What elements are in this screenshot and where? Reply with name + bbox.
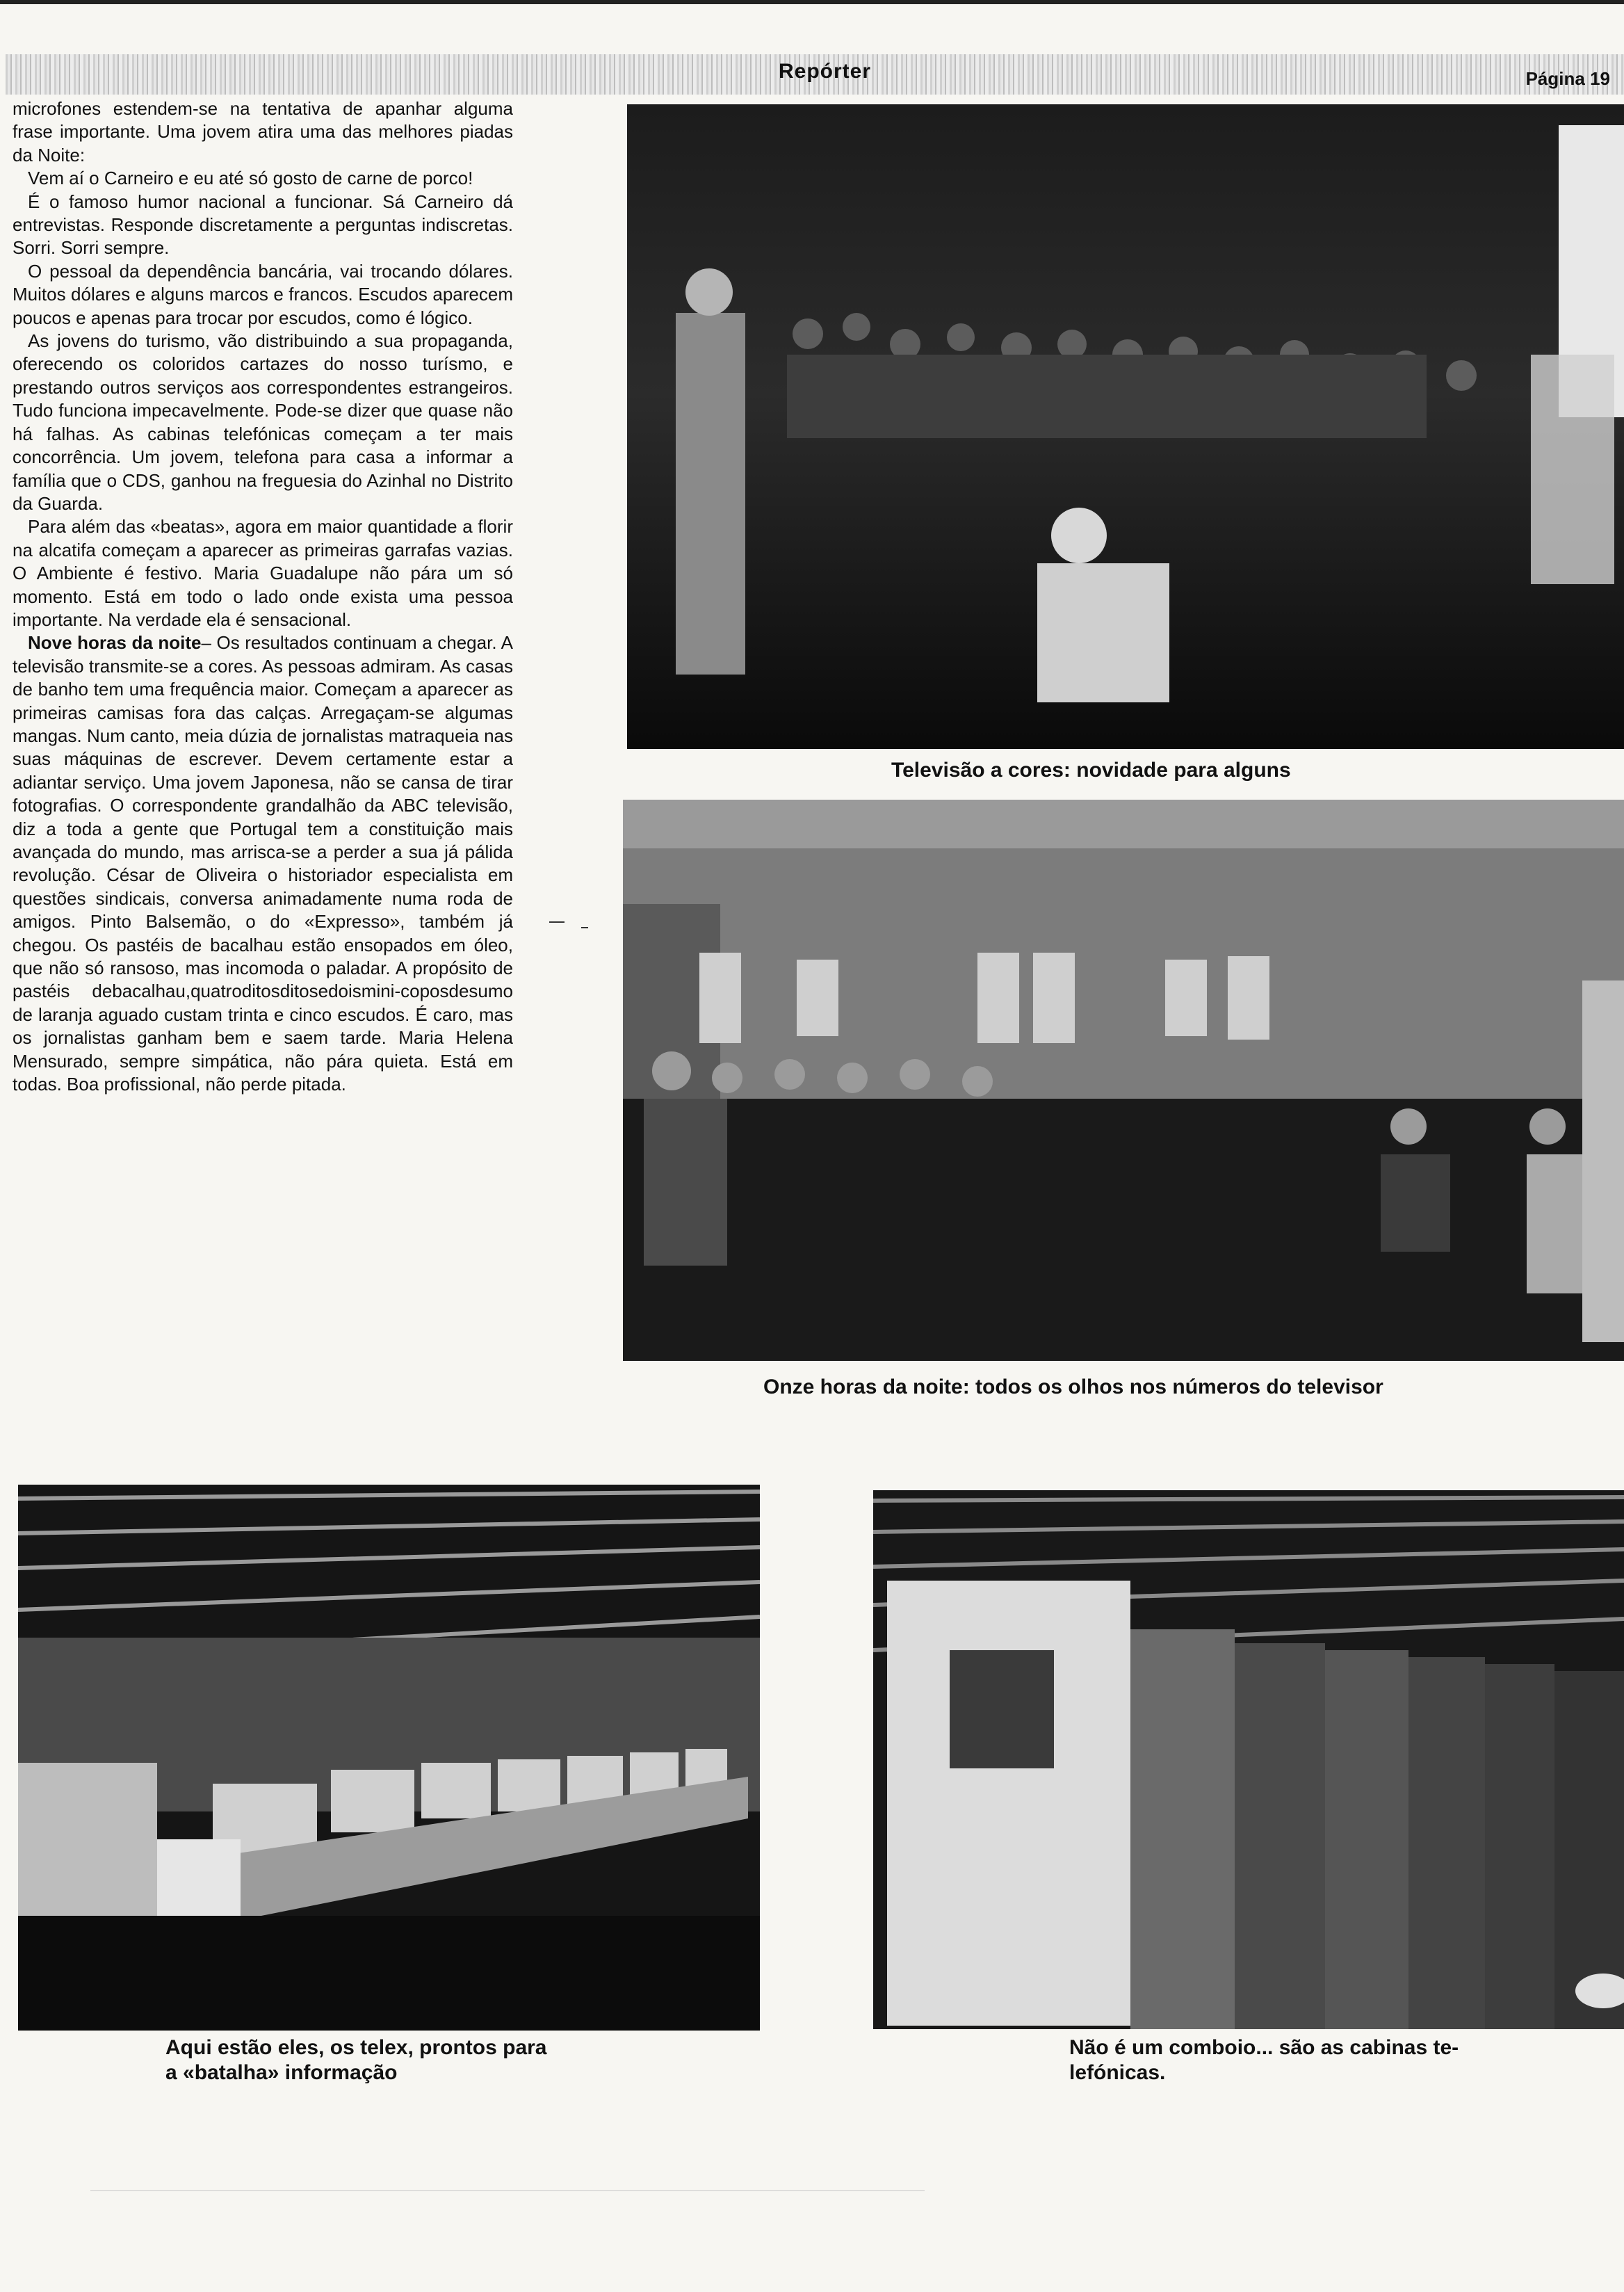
article-paragraph: É o famoso humor nacional a funcionar. Sá Carneiro dá entrevistas. Responde discretamente a perguntas indiscretas. Sorri. Sorri sempre.: [13, 191, 513, 259]
audience-photo-image: [627, 104, 1624, 749]
article-paragraph: As jovens do turismo, vão distribuindo a sua propaganda, oferecendo os coloridos cartazes do nosso turísmo, e prestando outros serviços aos correspondentes estrangeiros. Tudo funciona impecavelmente. Pode-se dizer que quase não há falhas. As cabinas telefónicas começam a ter mais concorrência. Um jovem, telefona para casa a informar a família que o CDS, ganhou na freguesia do Azinhal no Distrito da Guarda.: [13, 330, 513, 514]
photo4-caption-line2: lefónicas.: [1069, 2061, 1166, 2084]
phone-booths-photo-image: [873, 1490, 1624, 2029]
photo4-caption-line1: Não é um comboio... são as cabinas te-: [1069, 2036, 1459, 2059]
lead-body: – Os resultados continuam a chegar. A televisão transmite-se a cores. As pessoas admiram. As casas de banho tem uma frequência maior. Começam a aparecer as primeiras camisas fora das calças. Arregaçam-se algumas mangas. Num canto, meia dúzia de jornalistas matraqueia nas suas máquinas de escrever. Devem certamente estar a adiantar serviço. Uma jovem Japonesa, não se cansa de tirar fotografias. O correspondente grandalhão da ABC televisão, diz a toda a gente que Portugal tem a constituição mais avançada do mundo, mas arrisca-se a perder a sua já pálida revolução. César de Oliveira o historiador especialista em questões sindicais, conversa animadamente numa roda de amigos. Pinto Balsemão, o do «Expresso», também já chegou. Os pastéis de bacalhau estão ensopados em óleo, que não só ransoso, mas incomoda o paladar. A propósito de pastéis debacalhau,quatroditosditosedoismini-coposdesumo de laranja aguado custam trinta e cinco escudos. É caro, mas os jornalistas ganham bem e saem tarde. Maria Helena Mensurado, sempre simpática, não pára quieta. Está em todas. Boa profissional, não perde pitada.: [13, 632, 513, 1095]
telex-machines-photo: [18, 1485, 760, 2031]
bottom-rule: [90, 2190, 925, 2191]
gallery-room-photo: [623, 800, 1624, 1361]
article-paragraph: Para além das «beatas», agora em maior quantidade a florir na alcatifa começam a aparecer as primeiras garrafas vazias. O Ambiente é festivo. Maria Guadalupe não pára um só momento. Está em todo o lado onde exista uma pessoa importante. Na verdade ela é sensacional.: [13, 516, 513, 630]
photo3-caption-line2: a «batalha» informação: [165, 2061, 398, 2084]
photo2-caption: Onze horas da noite: todos os olhos nos números do televisor: [763, 1375, 1383, 1398]
top-rule: [0, 0, 1624, 4]
article-paragraph: O pessoal da dependência bancária, vai trocando dólares. Muitos dólares e alguns marcos e francos. Escudos aparecem poucos e apenas para trocar por escudos, como é lógico.: [13, 260, 513, 328]
section-heading: Nove horas da noite: [28, 632, 202, 654]
article-paragraph-lead: [13, 631, 513, 1096]
margin-mark: [549, 921, 565, 923]
margin-mark: [581, 927, 588, 928]
article-paragraph: Vem aí o Carneiro e eu até só gosto de carne de porco!: [28, 168, 473, 189]
page-number: Página 19: [1525, 68, 1610, 89]
photo4-caption: [1069, 2035, 1459, 2085]
telex-machines-photo-image: [18, 1485, 760, 2031]
phone-booths-photo: [873, 1490, 1624, 2029]
article-paragraph: microfones estendem-se na tentativa de apanhar alguma frase importante. Uma jovem atira uma das melhores piadas da Noite:: [13, 98, 513, 166]
audience-photo: [627, 104, 1624, 749]
masthead: Repórter: [779, 60, 872, 83]
photo1-caption: Televisão a cores: novidade para alguns: [891, 759, 1291, 782]
photo3-caption-line1: Aqui estão eles, os telex, prontos para: [165, 2036, 547, 2059]
gallery-room-photo-image: [623, 800, 1624, 1361]
photo3-caption: [165, 2035, 547, 2085]
article-column: [13, 97, 513, 1096]
